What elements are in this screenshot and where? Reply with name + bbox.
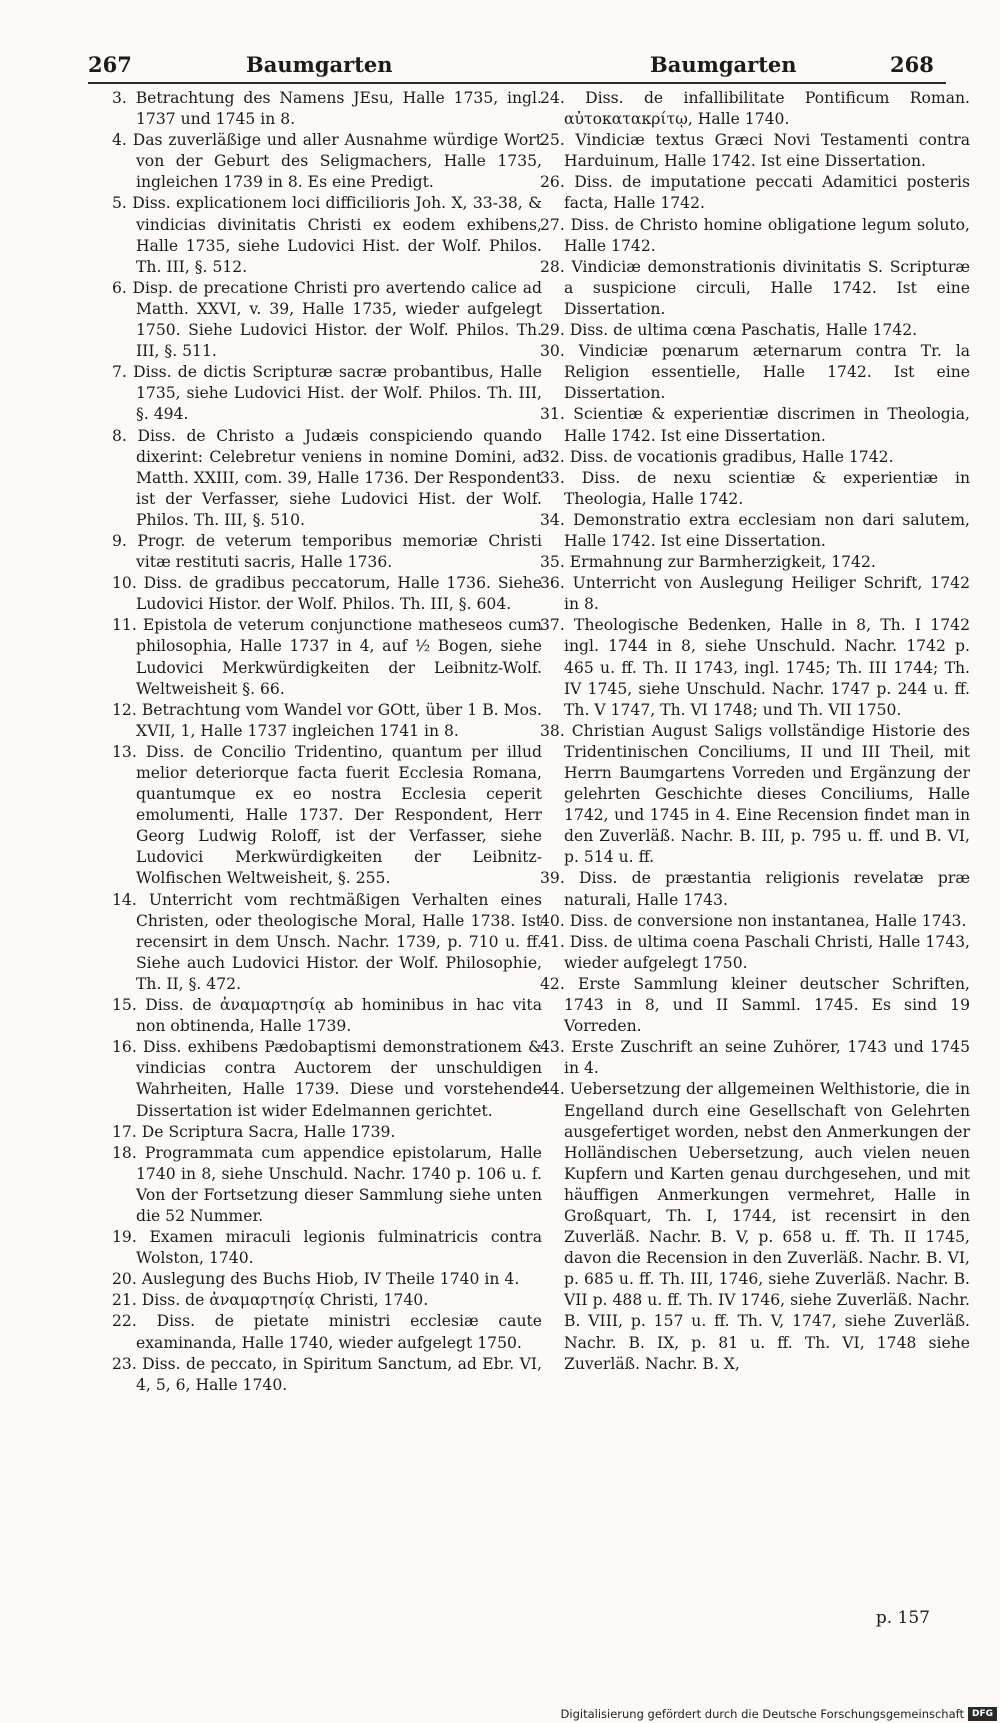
bibliography-entry: 28. Vindiciæ demonstrationis divinitatis S. Scripturæ a suspicione circuli, Halle 1742. Ist eine Dissertation. — [540, 257, 970, 318]
bibliography-entry: 37. Theologische Bedenken, Halle in 8, Th. I 1742 ingl. 1744 in 8, siehe Unschuld. Nachr. 1742 p. 465 u. ff. Th. II 1743, ingl. 1745; Th. III 1744; Th. IV 1745, siehe Unschuld. Nachr. 1747 p. 244 u. ff. Th. V 1747, Th. VI 1748; und Th. VII 1750. — [540, 616, 970, 719]
page-header — [0, 52, 1000, 82]
bibliography-entry: 25. Vindiciæ textus Græci Novi Testamenti contra Harduinum, Halle 1742. Ist eine Dissertation. — [540, 131, 970, 171]
bibliography-entry: 3. Betrachtung des Namens JEsu, Halle 1735, ingl. 1737 und 1745 in 8. — [112, 89, 542, 129]
bibliography-entry: 10. Diss. de gradibus peccatorum, Halle 1736. Siehe Ludovici Histor. der Wolf. Philos. Th. III, §. 604. — [112, 574, 542, 614]
bibliography-entry: 16. Diss. exhibens Pædobaptismi demonstrationem & vindicias contra Auctorem der unschuldigen Wahrheiten, Halle 1739. Diese und vorstehende Dissertation ist wider Edelmannen gerichtet. — [112, 1038, 542, 1120]
bibliography-entry: 40. Diss. de conversione non instantanea, Halle 1743. — [540, 911, 967, 930]
bibliography-entry: 29. Diss. de ultima cœna Paschatis, Halle 1742. — [540, 321, 918, 340]
right-column — [540, 88, 970, 1375]
catchword: p. 157 — [875, 1608, 930, 1628]
bibliography-entry: 19. Examen miraculi legionis fulminatricis contra Wolston, 1740. — [112, 1228, 542, 1268]
bibliography-entry: 34. Demonstratio extra ecclesiam non dari salutem, Halle 1742. Ist eine Dissertation. — [540, 510, 970, 550]
bibliography-entry: 5. Diss. explicationem loci difficilioris Joh. X, 33-38, & vindicias divinitatis Christi ex eodem exhibens, Halle 1735, siehe Ludovici Hist. der Wolf. Philos. Th. III, §. 512. — [112, 194, 542, 276]
bibliography-entry: 13. Diss. de Concilio Tridentino, quantum per illud melior deteriorque facta fuerit Ecclesia Romana, quantumque ex eo nostra Ecclesia ceperit emolumenti, Halle 1737. Der Respondent, Herr Georg Ludwig Roloff, ist der Verfasser, siehe Ludovici Merkwürdigkeiten der Leibnitz-Wolfischen Weltweisheit, §. 255. — [112, 742, 542, 888]
bibliography-entry: 32. Diss. de vocationis gradibus, Halle 1742. — [540, 447, 894, 466]
bibliography-entry: 24. Diss. de infallibilitate Pontificum Roman. αὐτοκατακρίτῳ, Halle 1740. — [540, 89, 970, 129]
bibliography-entry: 23. Diss. de peccato, in Spiritum Sanctum, ad Ebr. VI, 4, 5, 6, Halle 1740. — [112, 1354, 542, 1394]
bibliography-entry: 9. Progr. de veterum temporibus memoriæ Christi vitæ restituti sacris, Halle 1736. — [112, 531, 542, 572]
bibliography-entry: 26. Diss. de imputatione peccati Adamitici posteris facta, Halle 1742. — [540, 173, 970, 213]
bibliography-entry: 39. Diss. de præstantia religionis revelatæ præ naturali, Halle 1743. — [540, 869, 970, 909]
dfg-logo: DFG — [968, 1707, 997, 1721]
bibliography-entry: 17. De Scriptura Sacra, Halle 1739. — [112, 1122, 396, 1141]
bibliography-entry: 31. Scientiæ & experientiæ discrimen in Theologia, Halle 1742. Ist eine Dissertation. — [540, 405, 970, 445]
left-column — [112, 88, 542, 1396]
bibliography-entry: 18. Programmata cum appendice epistolarum, Halle 1740 in 8, siehe Unschuld. Nachr. 1740 p. 106 u. f. Von der Fortsetzung dieser Sammlung siehe unten die 52 Nummer. — [112, 1143, 542, 1225]
bibliography-entry: 4. Das zuverläßige und aller Ausnahme würdige Wort von der Geburt des Seligmachers, Halle 1735, ingleichen 1739 in 8. Es eine Predigt. — [112, 131, 542, 192]
bibliography-entry: 15. Diss. de ἀναμαρτησίᾳ ab hominibus in hac vita non obtinenda, Halle 1739. — [112, 996, 542, 1036]
bibliography-entry: 38. Christian August Saligs vollständige Historie des Tridentinischen Conciliums, II und III Theil, mit Herrn Baumgartens Vorreden und Ergänzung der gelehrten Geschichte dieses Conciliums, Halle 1742, und 1745 in 4. Eine Recension findet man in den Zuverläß. Nachr. B. III, p. 795 u. ff. und B. VI, p. 514 u. ff. — [540, 721, 970, 867]
bibliography-entry: 41. Diss. de ultima coena Paschali Christi, Halle 1743, wieder aufgelegt 1750. — [540, 932, 970, 972]
bibliography-entry: 20. Auslegung des Buchs Hiob, IV Theile 1740 in 4. — [112, 1270, 520, 1289]
bibliography-entry: 44. Uebersetzung der allgemeinen Welthistorie, die in Engelland durch eine Gesellschaft von Gelehrten ausgefertiget worden, nebst den Anmerkungen der Holländischen Uebersetzung, auch vielen neuen Kupfern und Karten genau durchgesehen, und mit häuffigen Anmerkungen vermehret, Halle in Großquart, Th. I, 1744, ist recensirt in den Zuverläß. Nachr. B. V, p. 658 u. ff. Th. II 1745, davon die Recension in den Zuverläß. Nachr. B. VI, p. 685 u. ff. Th. III, 1746, siehe Zuverläß. Nachr. B. VII p. 488 u. ff. Th. IV 1746, siehe Zuverläß. Nachr. B. VIII, p. 157 u. ff. Th. V, 1747, siehe Zuverläß. Nachr. B. IX, p. 81 u. ff. Th. VI, 1748 siehe Zuverläß. Nachr. B. X, — [540, 1080, 970, 1373]
bibliography-entry: 33. Diss. de nexu scientiæ & experientiæ in Theologia, Halle 1742. — [540, 468, 970, 508]
bibliography-entry: 36. Unterricht von Auslegung Heiliger Schrift, 1742 in 8. — [540, 574, 970, 614]
bibliography-entry: 35. Ermahnung zur Barmherzigkeit, 1742. — [540, 553, 876, 572]
digitization-footer — [0, 1706, 1000, 1723]
bibliography-entry: 7. Diss. de dictis Scripturæ sacræ probantibus, Halle 1735, siehe Ludovici Hist. der Wolf. Philos. Th. III, §. 494. — [112, 363, 542, 424]
footer-credit: Digitalisierung gefördert durch die Deutsche Forschungsgemeinschaft — [560, 1707, 964, 1721]
bibliography-entry: 30. Vindiciæ pœnarum æternarum contra Tr. la Religion essentielle, Halle 1742. Ist eine Dissertation. — [540, 342, 970, 403]
bibliography-entry: 8. Diss. de Christo a Judæis conspiciendo quando dixerint: Celebretur veniens in nomine Domini, ad Matth. XXIII, com. 39, Halle 1736. Der Respondent ist der Verfasser, siehe Ludovici Hist. der Wolf. Philos. Th. III, §. 510. — [112, 426, 542, 529]
left-running-head: Baumgarten — [246, 52, 393, 77]
header-rule — [88, 82, 946, 84]
bibliography-entry: 14. Unterricht vom rechtmäßigen Verhalten eines Christen, oder theologische Moral, Halle 1738. Ist recensirt in dem Unsch. Nachr. 1739, p. 710 u. ff. Siehe auch Ludovici Histor. der Wolf. Philosophie, Th. II, §. 472. — [112, 890, 542, 993]
bibliography-entry: 42. Erste Sammlung kleiner deutscher Schriften, 1743 in 8, und II Samml. 1745. Es sind 19 Vorreden. — [540, 974, 970, 1036]
bibliography-entry: 27. Diss. de Christo homine obligatione legum soluto, Halle 1742. — [540, 215, 970, 255]
bibliography-entry: 43. Erste Zuschrift an seine Zuhörer, 1743 und 1745 in 4. — [540, 1038, 970, 1078]
bibliography-entry: 6. Disp. de precatione Christi pro avertendo calice ad Matth. XXVI, v. 39, Halle 1735, wieder aufgelegt 1750. Siehe Ludovici Histor. der Wolf. Philos. Th. III, §. 511. — [112, 278, 542, 361]
right-page-number: 268 — [890, 52, 934, 77]
right-running-head: Baumgarten — [650, 52, 797, 77]
bibliography-entry: 11. Epistola de veterum conjunctione matheseos cum philosophia, Halle 1737 in 4, auf ½ Bogen, siehe Ludovici Merkwürdigkeiten der Leibnitz-Wolf. Weltweisheit §. 66. — [112, 616, 542, 698]
bibliography-entry: 12. Betrachtung vom Wandel vor GOtt, über 1 B. Mos. XVII, 1, Halle 1737 ingleichen 1741 in 8. — [112, 700, 542, 740]
bibliography-entry: 21. Diss. de ἀναμαρτησίᾳ Christi, 1740. — [112, 1291, 429, 1310]
bibliography-entry: 22. Diss. de pietate ministri ecclesiæ caute examinanda, Halle 1740, wieder aufgelegt 1750. — [112, 1312, 542, 1352]
left-page-number: 267 — [88, 52, 132, 77]
